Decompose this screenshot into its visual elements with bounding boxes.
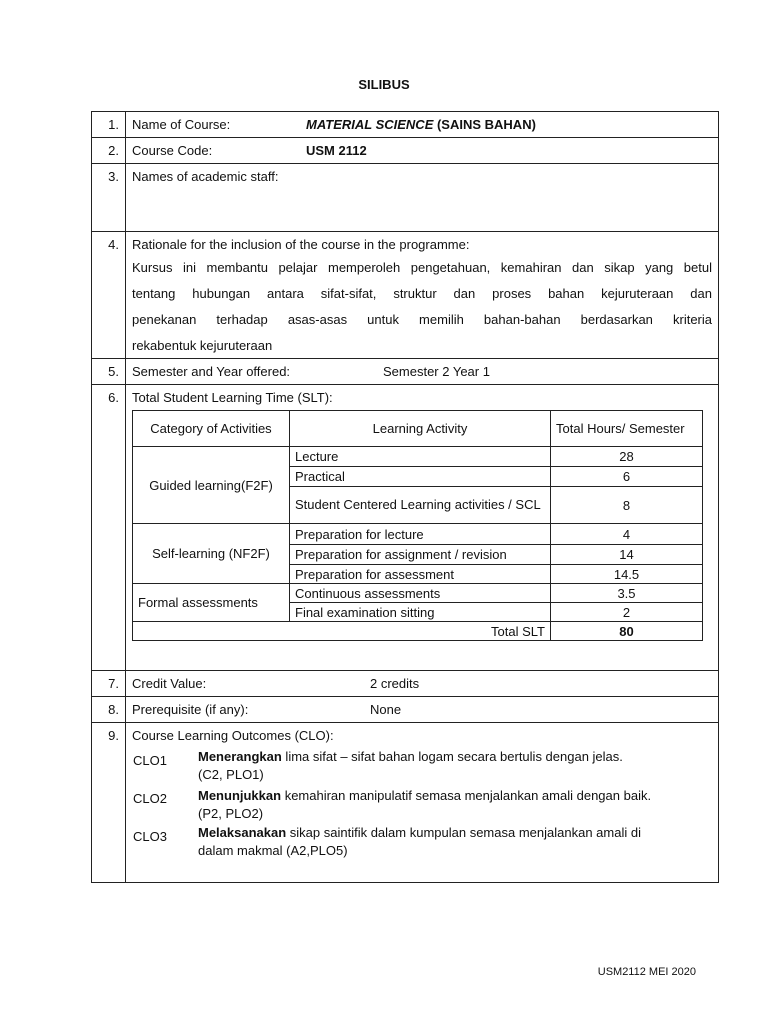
hours-cell: 4: [551, 524, 703, 545]
row-number: 8.: [108, 702, 119, 717]
total-label: Total SLT: [133, 622, 551, 641]
slt-header-row: [133, 411, 703, 447]
course-name-value: MATERIAL SCIENCE (SAINS BAHAN): [306, 117, 536, 132]
total-value: 80: [551, 622, 703, 641]
activity-cell: Preparation for lecture: [290, 524, 551, 545]
row-number: 3.: [108, 169, 119, 184]
rationale-label: Rationale for the inclusion of the course in the programme:: [132, 237, 470, 252]
header-activity: Learning Activity: [290, 411, 551, 447]
row-divider: [91, 358, 719, 359]
category-guided: Guided learning(F2F): [133, 447, 290, 524]
row-divider: [91, 722, 719, 723]
total-row: [133, 622, 703, 641]
row-number: 2.: [108, 143, 119, 158]
row-divider: [91, 696, 719, 697]
activity-cell: Preparation for assignment / revision: [290, 545, 551, 565]
prerequisite-value: None: [370, 702, 402, 717]
row-number: 7.: [108, 676, 119, 691]
clo-text: Melaksanakan sikap saintifik dalam kumpulan semasa menjalankan amali di dalam makmal (A2,PLO5): [198, 825, 641, 858]
hours-cell: 2: [551, 603, 703, 622]
hours-cell: 8: [551, 487, 703, 524]
clo-text: Menunjukkan kemahiran manipulatif semasa menjalankan amali dengan baik. (P2, PLO2): [198, 788, 652, 821]
rationale-line: Kursus ini membantu pelajar memperoleh pengetahuan, kemahiran dan sikap yang betul: [132, 260, 712, 275]
header-hours: Total Hours/ Semester: [551, 411, 703, 447]
course-name-label: Name of Course:: [132, 117, 231, 132]
row-divider: [91, 384, 719, 385]
row-divider: [91, 670, 719, 671]
footer-note: USM2112 MEI 2020: [597, 966, 696, 978]
hours-cell: 14.5: [551, 565, 703, 584]
row-divider: [91, 137, 719, 138]
header-category: Category of Activities: [133, 411, 290, 447]
category-formal: Formal assessments: [133, 584, 290, 622]
row-divider: [91, 231, 719, 232]
academic-staff-label: Names of academic staff:: [132, 169, 279, 184]
activity-cell: Preparation for assessment: [290, 565, 551, 584]
slt-table: [132, 410, 703, 641]
credit-value: 2 credits: [370, 676, 420, 691]
clo-text: Menerangkan lima sifat – sifat bahan logam secara bertulis dengan jelas. (C2, PLO1): [198, 749, 623, 782]
activity-cell: Lecture: [290, 447, 551, 467]
semester-value: Semester 2 Year 1: [383, 364, 490, 379]
row-number: 4.: [108, 237, 119, 252]
rationale-line: penekanan terhadap asas-asas untuk memilih bahan-bahan berdasarkan kriteria: [132, 312, 712, 327]
slt-label: Total Student Learning Time (SLT):: [132, 390, 333, 405]
table-row: [133, 447, 703, 467]
semester-label: Semester and Year offered:: [132, 364, 291, 379]
clo-label: CLO2: [133, 791, 167, 806]
hours-cell: 14: [551, 545, 703, 565]
clo-heading: Course Learning Outcomes (CLO):: [132, 728, 334, 743]
table-row: [133, 524, 703, 545]
course-code-value: USM 2112: [306, 143, 367, 158]
row-divider: [91, 163, 719, 164]
rationale-line: rekabentuk kejuruteraan: [132, 338, 273, 353]
credit-label: Credit Value:: [132, 676, 207, 691]
number-column-divider: [125, 111, 126, 883]
hours-cell: 3.5: [551, 584, 703, 603]
row-number: 9.: [108, 728, 119, 743]
activity-cell: Continuous assessments: [290, 584, 551, 603]
document-title: SILIBUS: [358, 77, 410, 92]
activity-cell: Practical: [290, 467, 551, 487]
rationale-line: tentang hubungan antara sifat-sifat, struktur dan proses bahan kejuruteraan dan: [132, 286, 712, 301]
row-number: 5.: [108, 364, 119, 379]
row-number: 1.: [108, 117, 119, 132]
row-number: 6.: [108, 390, 119, 405]
prerequisite-label: Prerequisite (if any):: [132, 702, 249, 717]
course-code-label: Course Code:: [132, 143, 213, 158]
activity-cell: Final examination sitting: [290, 603, 551, 622]
hours-cell: 28: [551, 447, 703, 467]
table-row: [133, 584, 703, 603]
hours-cell: 6: [551, 467, 703, 487]
activity-cell: Student Centered Learning activities / SCL: [290, 487, 551, 524]
clo-label: CLO3: [133, 829, 167, 844]
clo-label: CLO1: [133, 753, 167, 768]
category-self: Self-learning (NF2F): [133, 524, 290, 584]
